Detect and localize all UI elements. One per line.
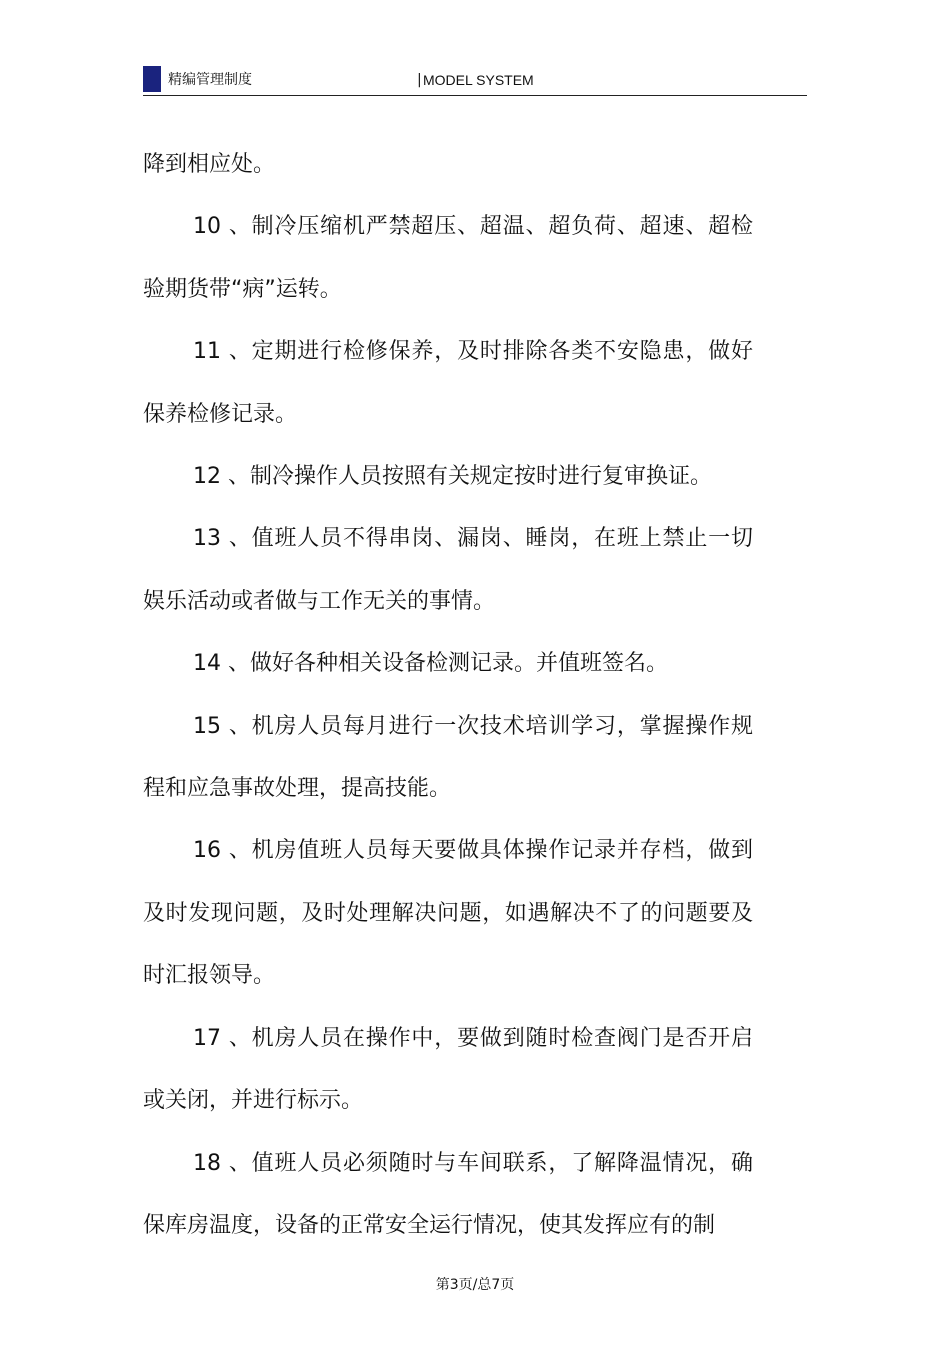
paragraph: 14 、做好各种相关设备检测记录。并值班签名。 (193, 651, 668, 677)
paragraph: 11 、定期进行检修保养，及时排除各类不安隐患，做好保养检修记录。 (143, 339, 753, 427)
paragraph: 13 、值班人员不得串岗、漏岗、睡岗，在班上禁止一切娱乐活动或者做与工作无关的事情。 (143, 526, 753, 614)
paragraph: 降到相应处。 (143, 152, 276, 177)
logo-icon (143, 66, 161, 92)
paragraph: 16 、机房值班人员每天要做具体操作记录并存档，做到及时发现问题，及时处理解决问题，如遇解决不了的问题要及时汇报领导。 (143, 838, 753, 989)
page-number: 第3页/总7页 (435, 1277, 515, 1293)
document-body (143, 134, 753, 1257)
header-subtitle: MODEL SYSTEM (423, 72, 534, 88)
page-header (143, 64, 807, 96)
paragraph: 17 、机房人员在操作中，要做到随时检查阀门是否开启或关闭，并进行标示。 (143, 1025, 753, 1114)
header-brand: 精编管理制度 (168, 72, 252, 88)
paragraph: 12 、制冷操作人员按照有关规定按时进行复审换证。 (193, 464, 712, 490)
header-separator: | (417, 72, 422, 88)
header-divider (143, 95, 807, 96)
paragraph: 15 、机房人员每月进行一次技术培训学习，掌握操作规程和应急事故处理，提高技能。 (143, 713, 753, 802)
paragraph: 18 、值班人员必须随时与车间联系，了解降温情况，确保库房温度，设备的正常安全运行情况，使其发挥应有的制 (143, 1150, 753, 1238)
paragraph: 10 、制冷压缩机严禁超压、超温、超负荷、超速、超检验期货带“病”运转。 (143, 214, 753, 302)
